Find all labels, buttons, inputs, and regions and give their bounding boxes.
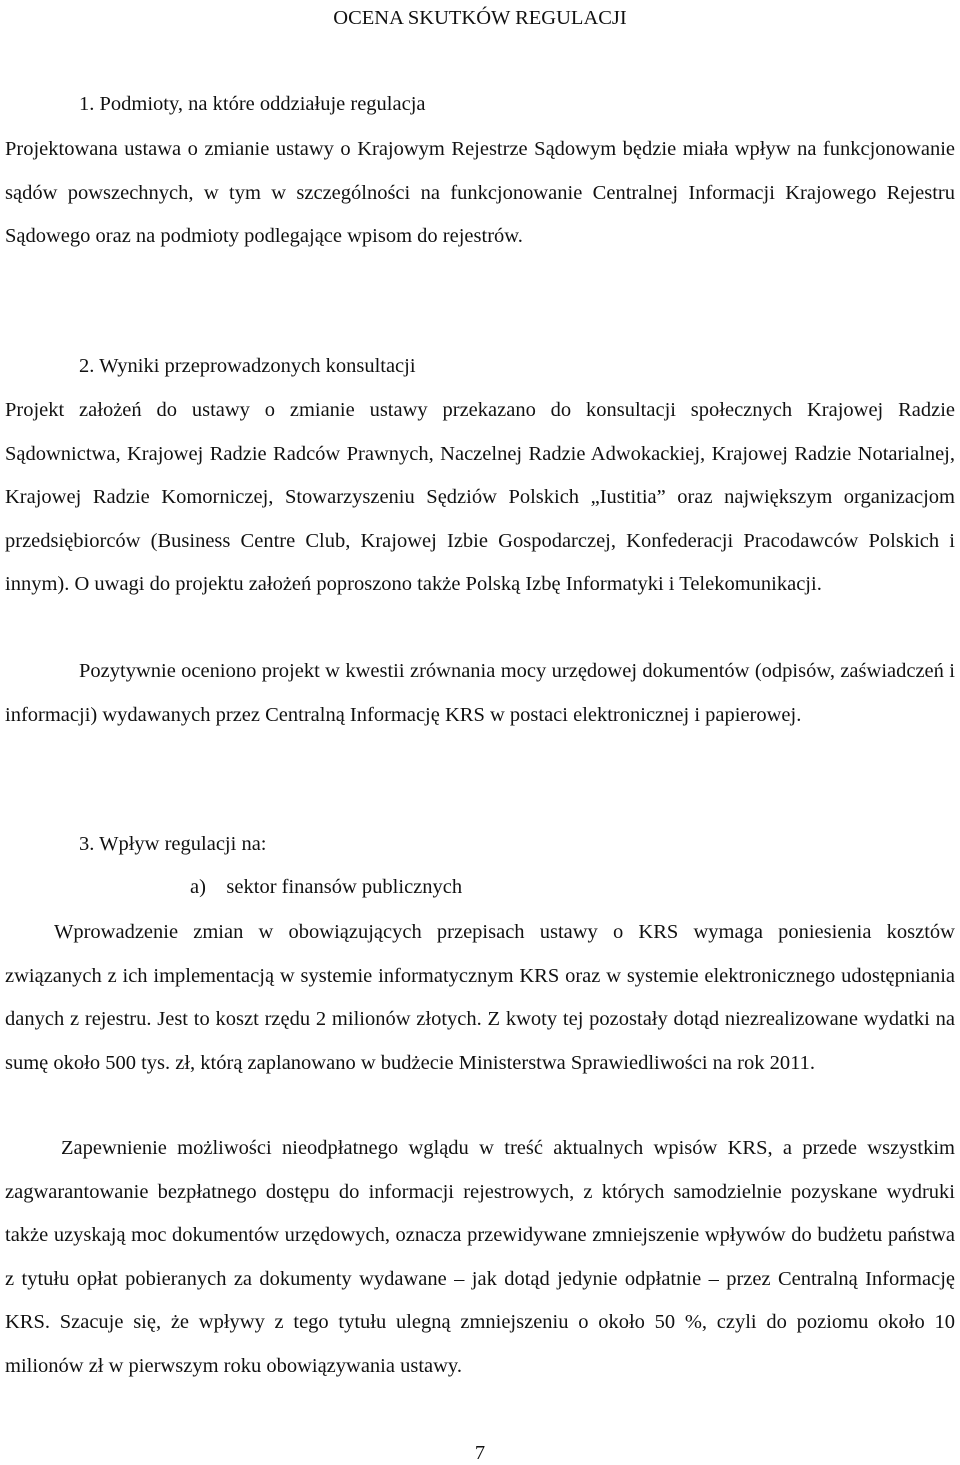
document-title: OCENA SKUTKÓW REGULACJI (333, 7, 627, 29)
section-1-paragraph: Projektowana ustawa o zmianie ustawy o Krajowym Rejestrze Sądowym będzie miała wpływ na funkcjonowanie sądów powszechnych, w tym w szczególności na funkcjonowanie Centralnej Informacji Krajowego Rejestru Sądowego oraz na podmioty podlegające wpisom do rejestrów. (5, 138, 955, 247)
subsection-heading-finanse-publiczne: a) sektor finansów publicznych (190, 876, 463, 898)
section-2-paragraph-2: Pozytywnie oceniono projekt w kwestii zrównania mocy urzędowej dokumentów (odpisów, zaświadczeń i informacji) wydawanych przez Centralną Informację KRS w postaci elektronicznej i papierowej. (5, 660, 955, 726)
section-3-paragraph-2: Zapewnienie możliwości nieodpłatnego wglądu w treść aktualnych wpisów KRS, a przede wszystkim zagwarantowanie bezpłatnego dostępu do informacji rejestrowych, z których samodzielnie pozyskane wydruki także uzyskają moc dokumentów urzędowych, oznacza przewidywane zmniejszenie wpływów do budżetu państwa z tytułu opłat pobieranych za dokumenty wydawane – jak dotąd jedynie odpłatnie – przez Centralną Informację KRS. Szacuje się, że wpływy z tego tytułu ulegną zmniejszeniu o około 50 %, czyli do poziomu około 10 milionów zł w pierwszym roku obowiązywania ustawy. (5, 1137, 955, 1377)
section-heading-wplyw: 3. Wpływ regulacji na: (79, 833, 267, 855)
section-heading-podmioty: 1. Podmioty, na które oddziałuje regulacja (79, 93, 426, 115)
section-3-paragraph-1: Wprowadzenie zmian w obowiązujących przepisach ustawy o KRS wymaga poniesienia kosztów związanych z ich implementacją w systemie informatycznym KRS oraz w systemie elektronicznego udostępniania danych z rejestru. Jest to koszt rzędu 2 milionów złotych. Z kwoty tej pozostały dotąd niezrealizowane wydatki na sumę około 500 tys. zł, którą zaplanowano w budżecie Ministerstwa Sprawiedliwości na rok 2011. (5, 921, 955, 1074)
section-heading-konsultacje: 2. Wyniki przeprowadzonych konsultacji (79, 355, 416, 377)
section-2-paragraph-1: Projekt założeń do ustawy o zmianie ustawy przekazano do konsultacji społecznych Krajowej Radzie Sądownictwa, Krajowej Radzie Radców Prawnych, Naczelnej Radzie Adwokackiej, Krajowej Radzie Notarialnej, Krajowej Radzie Komorniczej, Stowarzyszeniu Sędziów Polskich „Iustitia” oraz największym organizacjom przedsiębiorców (Business Centre Club, Krajowej Izbie Gospodarczej, Konfederacji Pracodawców Polskich i innym). O uwagi do projektu założeń poproszono także Polską Izbę Informatyki i Telekomunikacji. (5, 399, 955, 595)
page-number: 7 (474, 1442, 486, 1464)
